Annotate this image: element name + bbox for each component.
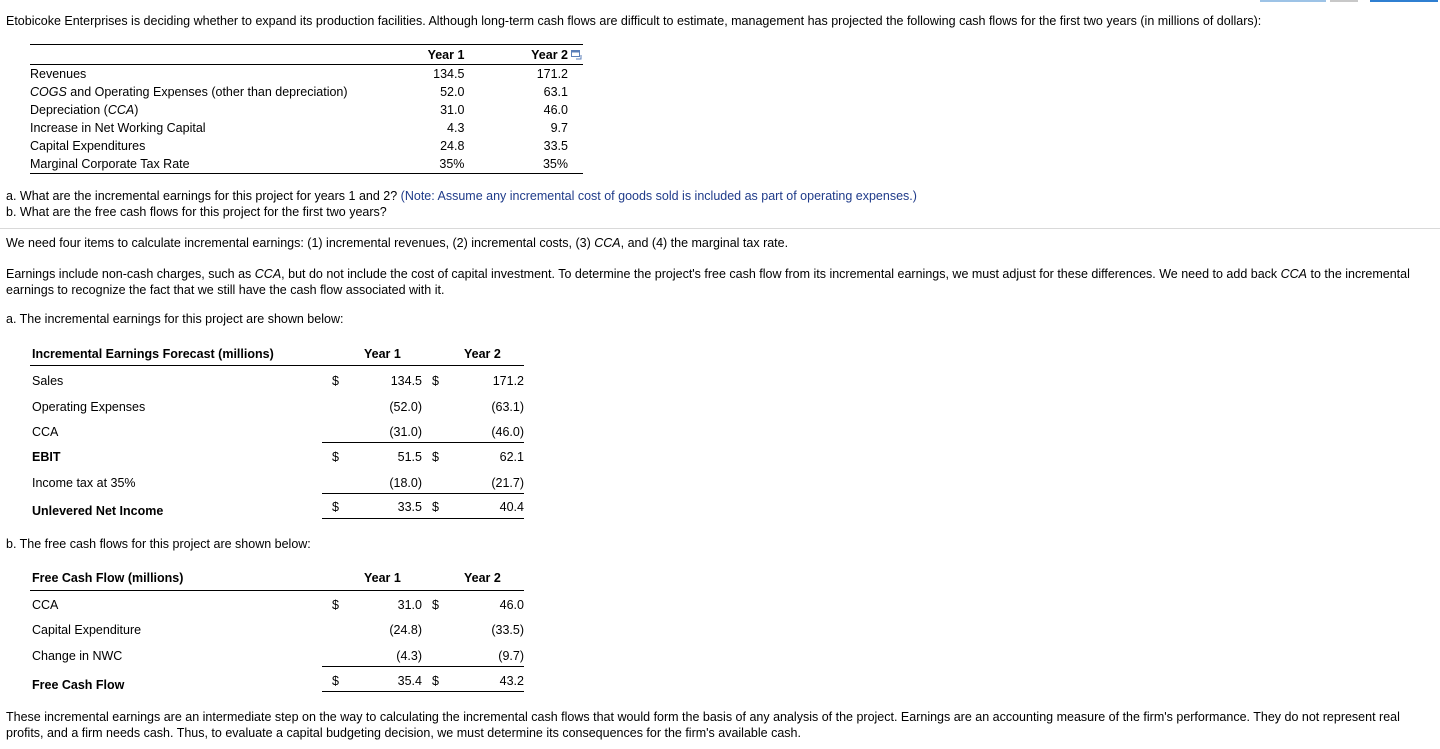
- fcf-year1-header: Year 1: [364, 571, 401, 585]
- question-a-note: (Note: Assume any incremental cost of goods sold is included as part of operating expenses.): [400, 189, 917, 203]
- projection-row-cogs: [30, 83, 583, 101]
- problem-intro: Etobicoke Enterprises is deciding whether to expand its production facilities. Although long-term cash flows are difficult to estimate, management has projected the following cash flows for the first two years (in millions of dollars):: [6, 14, 1262, 28]
- year2-value: 171.2: [536, 67, 568, 81]
- subtotal-rule: [322, 666, 524, 667]
- projection-row-tax-rate: [30, 155, 583, 174]
- row-label: Operating Expenses: [32, 400, 146, 414]
- year2-value: (9.7): [498, 649, 524, 663]
- year2-value: (33.5): [491, 623, 524, 637]
- dollar-sign: $: [332, 500, 339, 514]
- para2-i1: CCA: [254, 267, 282, 281]
- year2-value: 46.0: [543, 103, 568, 117]
- earnings-year1-header: Year 1: [364, 347, 401, 361]
- label-post: ): [134, 103, 139, 117]
- question-a-text: a. What are the incremental earnings for this project for years 1 and 2?: [6, 189, 398, 203]
- question-b: b. What are the free cash flows for this project for the first two years?: [6, 205, 387, 219]
- year1-value: (24.8): [389, 623, 422, 637]
- projection-row-depreciation: [30, 101, 583, 119]
- question-a: [6, 188, 917, 204]
- year2-value: 62.1: [499, 450, 524, 464]
- projection-header-row: [30, 45, 583, 65]
- para1-post: , and (4) the marginal tax rate.: [620, 236, 789, 250]
- year2-value: 33.5: [543, 139, 568, 153]
- total-rule: [322, 518, 524, 519]
- subtotal-rule: [322, 442, 524, 443]
- answer-a-intro: a. The incremental earnings for this project are shown below:: [6, 312, 344, 326]
- row-label: Sales: [32, 374, 64, 388]
- year1-value: (18.0): [389, 476, 422, 490]
- year2-value: 40.4: [499, 500, 524, 514]
- fcf-year2-header: Year 2: [464, 571, 501, 585]
- para1-pre: We need four items to calculate incremental earnings: (1) incremental revenues, (2) incremental costs, (3): [6, 236, 595, 250]
- earnings-title: Incremental Earnings Forecast (millions): [32, 347, 274, 361]
- conclusion-paragraph: These incremental earnings are an intermediate step on the way to calculating the incremental cash flows that would form the basis of any analysis of the project. Earnings are an accounting measure of the firm's performance. They do not represent real profits, and a firm needs cash. Thus, to evaluate a capital budgeting decision, we must determine its consequences for the firm's available cash.: [6, 710, 1400, 740]
- year1-value: 51.5: [397, 450, 422, 464]
- projection-row-capex: [30, 137, 583, 155]
- year2-value: (63.1): [491, 400, 524, 414]
- section-divider: [0, 228, 1440, 229]
- label-italic: COGS: [30, 85, 67, 99]
- year2-value: 171.2: [492, 374, 524, 388]
- projection-header-blank: [30, 45, 365, 65]
- row-label: [30, 101, 365, 119]
- dollar-sign: $: [432, 374, 439, 388]
- year1-value: (31.0): [389, 425, 422, 439]
- year1-value: 4.3: [447, 121, 465, 135]
- year1-value: 134.5: [433, 67, 465, 81]
- dollar-sign: $: [332, 598, 339, 612]
- year1-value: 35.4: [397, 674, 422, 688]
- row-label: Increase in Net Working Capital: [30, 121, 206, 135]
- year1-value: 31.0: [397, 598, 422, 612]
- label-rest: and Operating Expenses (other than depreciation): [66, 85, 348, 99]
- row-label: Income tax at 35%: [32, 476, 136, 490]
- earnings-year2-header: Year 2: [464, 347, 501, 361]
- year1-value: (52.0): [389, 400, 422, 414]
- year2-value: 63.1: [543, 85, 568, 99]
- dollar-sign: $: [432, 674, 439, 688]
- year1-value: 35%: [365, 155, 480, 174]
- copy-icon[interactable]: [571, 50, 582, 60]
- para2-b: , but do not include the cost of capital investment. To determine the project's free cash flow from its incremental earnings, we must adjust for these differences. We need to add back: [281, 267, 1281, 281]
- para2-c: to the incremental earnings to recognize the fact that we still have the cash flow associated with it.: [6, 267, 1410, 297]
- row-label: EBIT: [32, 450, 61, 464]
- year1-value: 134.5: [390, 374, 422, 388]
- top-strip-segment: [1370, 0, 1438, 2]
- label-italic: CCA: [107, 103, 135, 117]
- top-strip-segment: [1330, 0, 1358, 2]
- year2-value: 43.2: [499, 674, 524, 688]
- top-strip-segment: [1260, 0, 1326, 2]
- fcf-header-rule: [30, 590, 524, 591]
- year1-value: 33.5: [397, 500, 422, 514]
- dollar-sign: $: [432, 500, 439, 514]
- dollar-sign: $: [332, 374, 339, 388]
- explanation-paragraph-1: [6, 235, 1426, 251]
- projection-table: [30, 44, 583, 174]
- total-rule: [322, 691, 524, 692]
- year1-value: 31.0: [440, 103, 465, 117]
- projection-header-year1: Year 1: [365, 45, 480, 65]
- top-progress-strip: [1260, 0, 1440, 3]
- year1-value: 52.0: [440, 85, 465, 99]
- row-label: Marginal Corporate Tax Rate: [30, 155, 365, 174]
- year1-value: 24.8: [440, 139, 465, 153]
- fcf-table: [30, 571, 524, 696]
- year1-value: (4.3): [396, 649, 422, 663]
- fcf-title: Free Cash Flow (millions): [32, 571, 184, 585]
- row-label: [30, 83, 365, 101]
- dollar-sign: $: [432, 598, 439, 612]
- row-label: Change in NWC: [32, 649, 123, 663]
- year2-value: 9.7: [550, 121, 568, 135]
- projection-header-year2: Year 2: [479, 45, 583, 65]
- projection-row-nwc: [30, 119, 583, 137]
- year2-value: 46.0: [499, 598, 524, 612]
- subtotal-rule: [322, 493, 524, 494]
- row-label: CCA: [32, 598, 59, 612]
- row-label: Unlevered Net Income: [32, 504, 164, 518]
- earnings-table: [30, 347, 524, 522]
- year2-value: 35%: [479, 155, 583, 174]
- para1-italic: CCA: [594, 236, 621, 250]
- row-label: CCA: [32, 425, 59, 439]
- earnings-header-rule: [30, 365, 524, 366]
- para2-a: Earnings include non-cash charges, such as: [6, 267, 255, 281]
- dollar-sign: $: [432, 450, 439, 464]
- year2-value: (46.0): [491, 425, 524, 439]
- dollar-sign: $: [332, 450, 339, 464]
- para2-i2: CCA: [1280, 267, 1308, 281]
- year2-value: (21.7): [491, 476, 524, 490]
- label-pre: Depreciation (: [30, 103, 108, 117]
- dollar-sign: $: [332, 674, 339, 688]
- row-label: Capital Expenditure: [32, 623, 142, 637]
- answer-b-intro: b. The free cash flows for this project are shown below:: [6, 537, 311, 551]
- projection-row-revenues: [30, 65, 583, 84]
- row-label: Revenues: [30, 67, 87, 81]
- row-label: Capital Expenditures: [30, 139, 146, 153]
- explanation-paragraph-2: [6, 266, 1426, 298]
- row-label: Free Cash Flow: [32, 678, 125, 692]
